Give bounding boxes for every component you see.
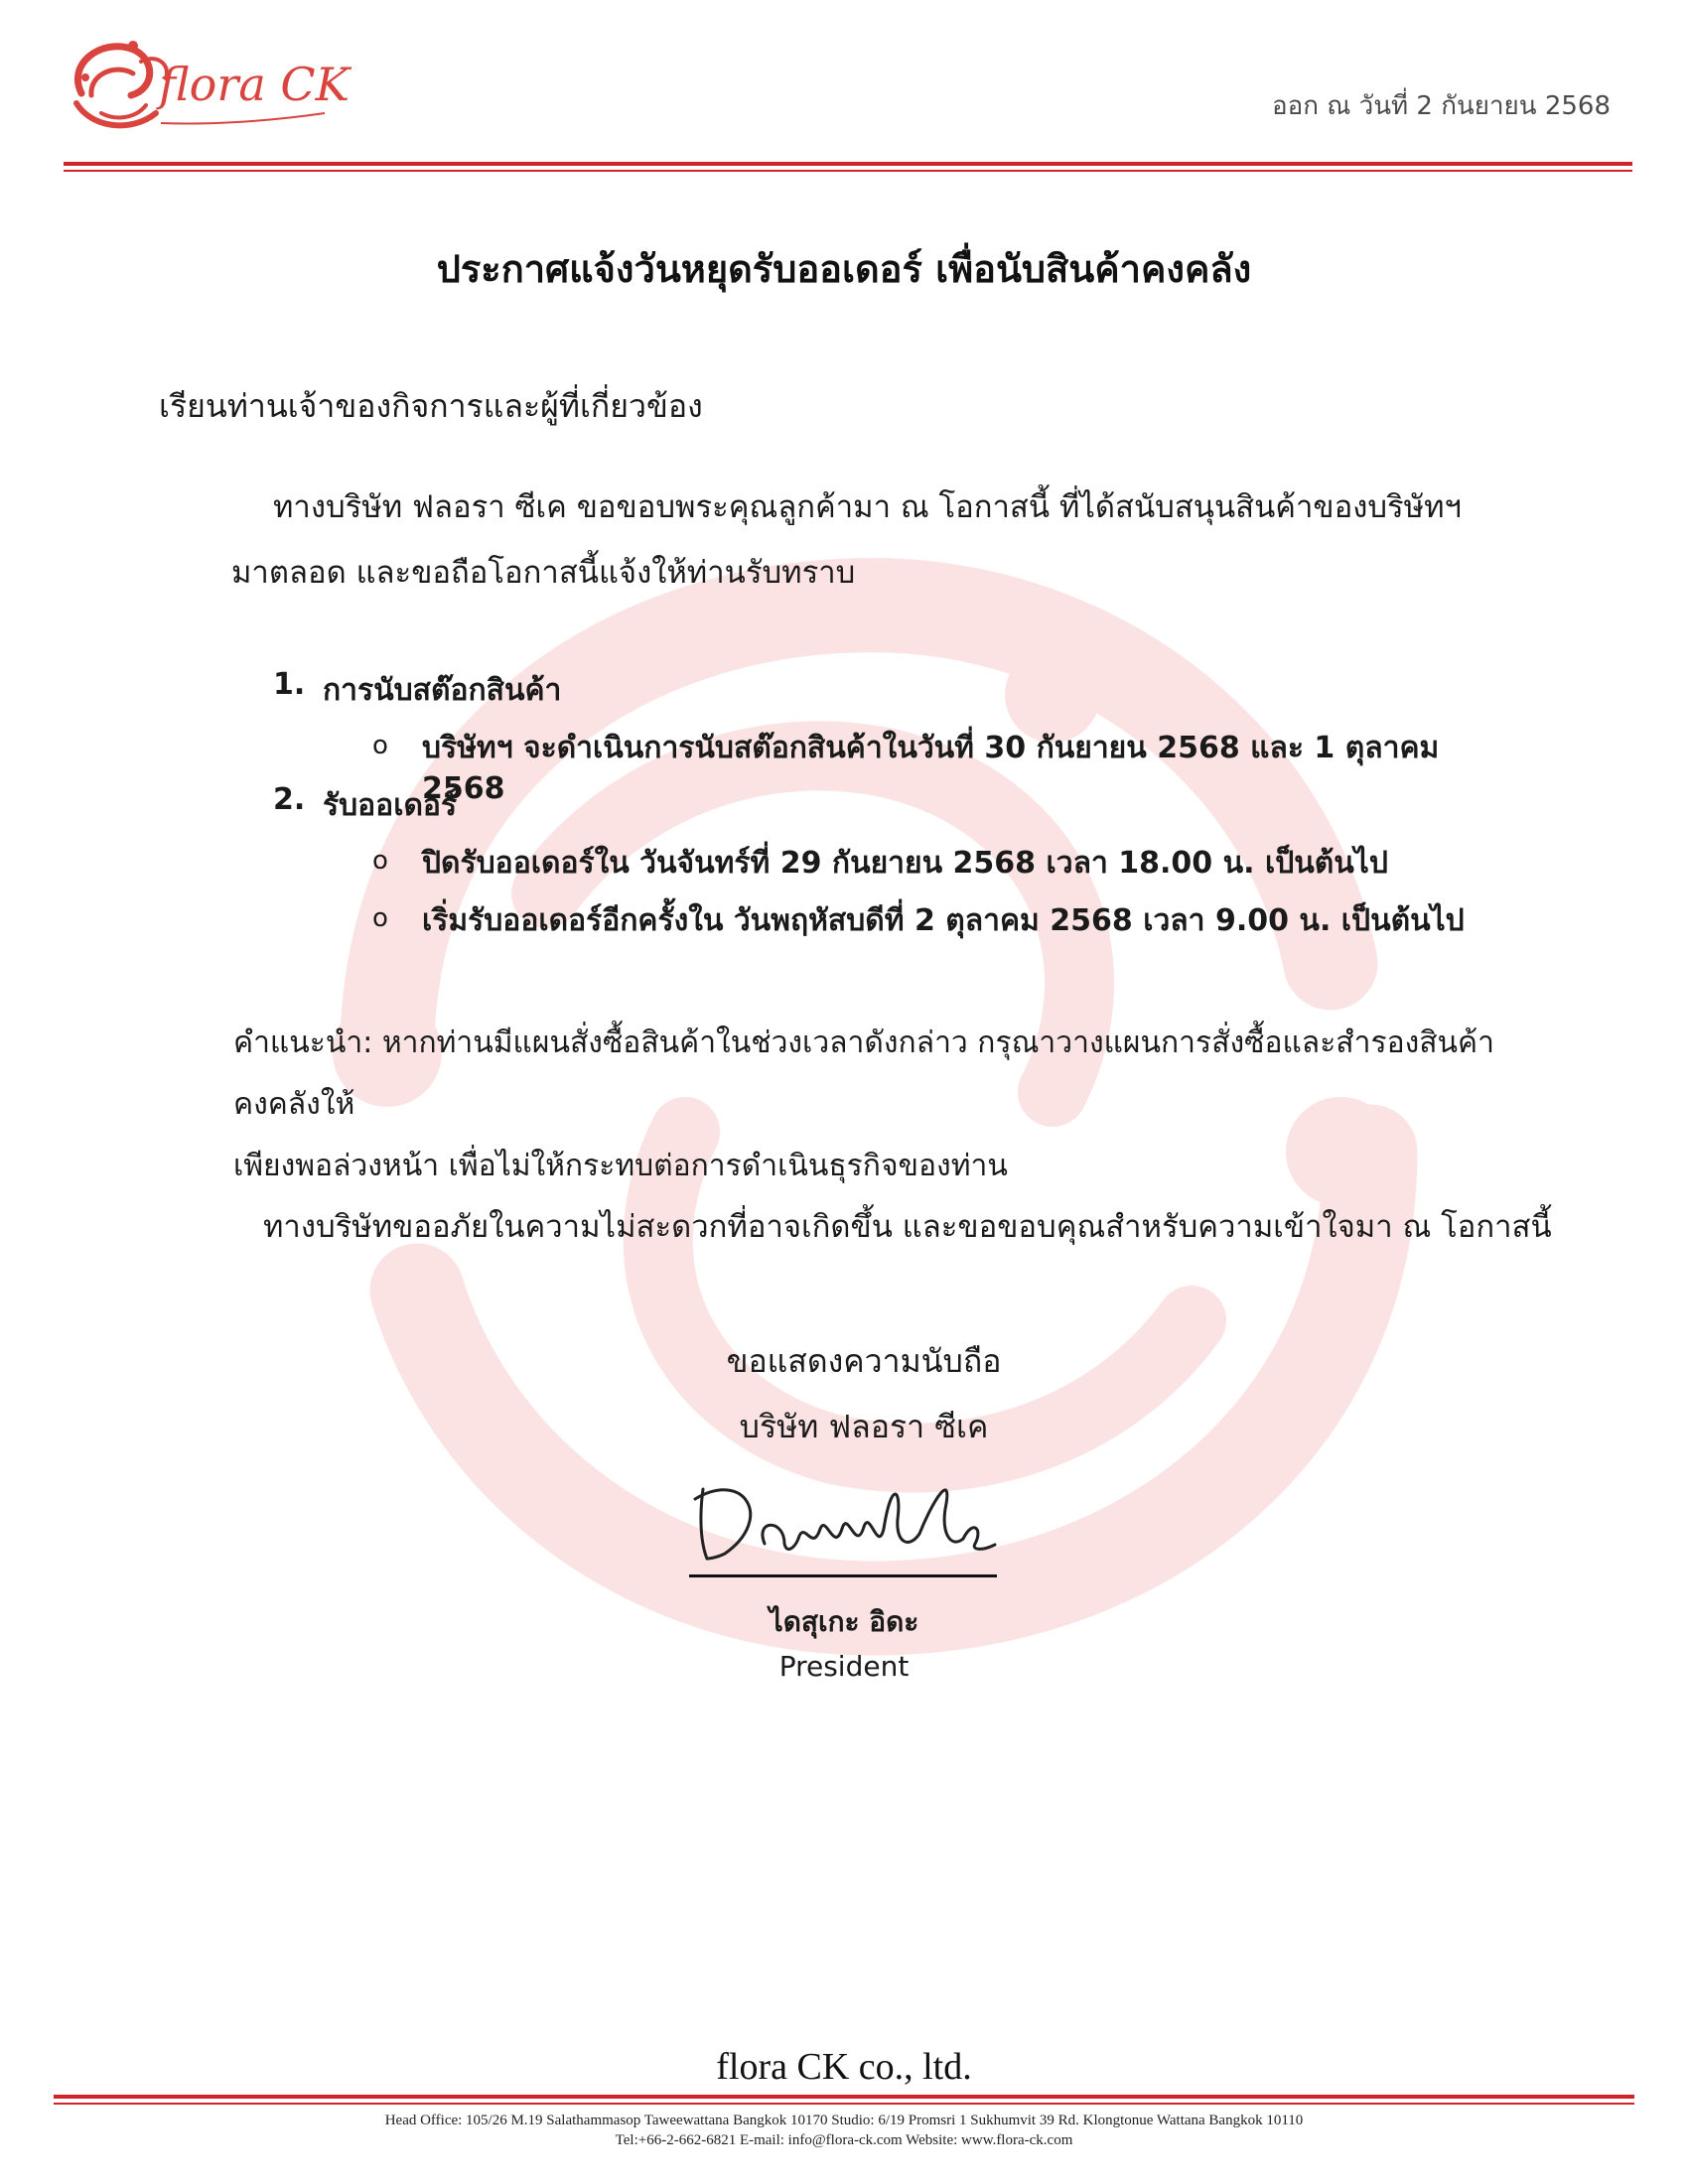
closing-regards: ขอแสดงความนับถือ bbox=[726, 1342, 1002, 1380]
apology-text: ทางบริษัทขออภัยในความไม่สะดวกที่อาจเกิดขึ้น และขอขอบคุณสำหรับความเข้าใจมา ณ โอกาสนี้ bbox=[263, 1209, 1552, 1245]
footer-rule-thin bbox=[54, 2103, 1634, 2105]
list-label: การนับสต๊อกสินค้า bbox=[323, 673, 562, 708]
footer-rule-thick bbox=[54, 2095, 1634, 2099]
bullet-text: เริ่มรับออเดอร์อีกครั้งใน วันพฤหัสบดีที่ 2 ตุลาคม 2568 เวลา 9.00 น. เป็นต้นไป bbox=[422, 903, 1465, 938]
bullet-circle-icon: o bbox=[372, 731, 388, 760]
signature-icon bbox=[685, 1459, 1003, 1569]
bullet-item bbox=[273, 897, 1514, 955]
list-label: รับออเดอร์ bbox=[323, 788, 458, 823]
footer-address: Head Office: 105/26 M.19 Salathammasop Taweewattana Bangkok 10170 Studio: 6/19 Promsri 1 Sukhumvit 39 Rd. Klongtonue Wattana Bangkok 10110 bbox=[384, 2113, 1304, 2128]
announcement-list bbox=[273, 667, 1514, 955]
advice-line-2: เพียงพอล่วงหน้า เพื่อไม่ให้กระทบต่อการดำเนินธุรกิจของท่าน bbox=[233, 1149, 1008, 1183]
bullet-circle-icon: o bbox=[372, 903, 388, 933]
bullet-text: บริษัทฯ จะดำเนินการนับสต๊อกสินค้าในวันที่ 30 กันยายน 2568 และ 1 ตุลาคม 2568 bbox=[422, 731, 1440, 806]
footer-company: flora CK co., ltd. bbox=[716, 2046, 972, 2088]
intro-line-1: ทางบริษัท ฟลอรา ซีเค ขอขอบพระคุณลูกค้ามา ณ โอกาสนี้ ที่ได้สนับสนุนสินค้าของบริษัทฯ bbox=[273, 489, 1462, 525]
bullet-text: ปิดรับออเดอร์ใน วันจันทร์ที่ 29 กันยายน 2568 เวลา 18.00 น. เป็นต้นไป bbox=[422, 846, 1388, 881]
bullet-item bbox=[273, 840, 1514, 897]
intro-line-2: มาตลอด และขอถือโอกาสนี้แจ้งให้ท่านรับทราบ bbox=[231, 555, 856, 591]
list-item bbox=[273, 782, 1514, 840]
logo-text: flora CK bbox=[159, 58, 350, 111]
header-rule-thick bbox=[64, 162, 1632, 166]
signer-name: ไดสุเกะ อิดะ bbox=[769, 1605, 919, 1638]
signature-line bbox=[689, 1574, 997, 1577]
signer-title: President bbox=[778, 1650, 910, 1683]
salutation: เรียนท่านเจ้าของกิจการและผู้ที่เกี่ยวข้อง bbox=[159, 387, 703, 425]
issue-date: ออก ณ วันที่ 2 กันยายน 2568 bbox=[1272, 91, 1611, 121]
header-rule-thin bbox=[64, 170, 1632, 172]
list-item bbox=[273, 667, 1514, 725]
list-number: 2. bbox=[273, 782, 306, 817]
bullet-circle-icon: o bbox=[372, 846, 388, 876]
advice-line-1: คำแนะนำ: หากท่านมีแผนสั่งซื้อสินค้าในช่วงเวลาดังกล่าว กรุณาวางแผนการสั่งซื้อและสำรองสินค้าคงคลังให้ bbox=[233, 1025, 1494, 1122]
intro-paragraph bbox=[233, 475, 1484, 606]
page-title: ประกาศแจ้งวันหยุดรับออเดอร์ เพื่อนับสินค้าคงคลัง bbox=[436, 247, 1252, 291]
list-number: 1. bbox=[273, 667, 306, 702]
footer-contact: Tel:+66-2-662-6821 E-mail: info@flora-ck.com Website: www.flora-ck.com bbox=[615, 2132, 1073, 2148]
closing-company: บริษัท ฟลอรา ซีเค bbox=[739, 1408, 989, 1445]
advice-paragraph bbox=[233, 1013, 1524, 1197]
